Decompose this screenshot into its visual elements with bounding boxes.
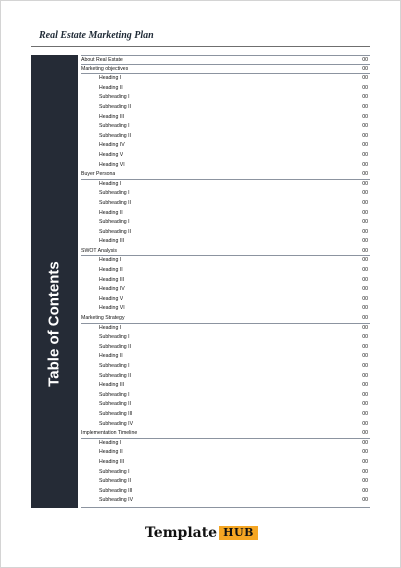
toc-section-row	[81, 170, 370, 180]
toc-entry-label: Subheading I	[99, 391, 130, 398]
toc-page-number: 00	[362, 65, 368, 72]
toc-section-row	[81, 55, 370, 65]
toc-subitem-row	[81, 439, 370, 449]
toc-entry-label: Subheading I	[99, 219, 130, 226]
toc-page-number: 00	[362, 343, 368, 350]
toc-entry-label: Subheading IV	[99, 420, 134, 427]
toc-entry-label: Subheading I	[99, 468, 130, 475]
toc-subitem-row	[81, 362, 370, 372]
logo-badge: HUB	[219, 526, 258, 540]
toc-page-number: 00	[362, 219, 368, 226]
toc-page-number: 00	[362, 487, 368, 494]
toc-heading: Table of Contents	[45, 261, 63, 387]
toc-subitem-row	[81, 333, 370, 343]
toc-entry-label: Subheading II	[99, 103, 132, 110]
toc-subitem-row	[81, 189, 370, 199]
toc-entry-label: Heading V	[99, 151, 124, 158]
toc-subitem-row	[81, 256, 370, 266]
toc-subitem-row	[81, 400, 370, 410]
toc-subitem-row	[81, 199, 370, 209]
toc-subitem-row	[81, 276, 370, 286]
toc-page-number: 00	[362, 267, 368, 274]
toc-page-number: 00	[362, 209, 368, 216]
toc-page-number: 00	[362, 478, 368, 485]
toc-subitem-row	[81, 468, 370, 478]
toc-section-row	[81, 314, 370, 324]
toc-entry-label: Subheading II	[99, 372, 132, 379]
toc-entry-label: Subheading II	[99, 199, 132, 206]
templatehub-logo	[145, 525, 258, 541]
toc-entry-label: Subheading II	[99, 343, 132, 350]
toc-entry-label: Subheading II	[99, 478, 132, 485]
toc-subitem-row	[81, 372, 370, 382]
toc-subitem-row	[81, 237, 370, 247]
toc-entry-label: Heading I	[99, 180, 122, 187]
toc-page-number: 00	[362, 103, 368, 110]
toc-page-number: 00	[362, 161, 368, 168]
toc-subitem-row	[81, 74, 370, 84]
toc-subitem-row	[81, 304, 370, 314]
toc-subitem-row	[81, 84, 370, 94]
toc-entry-label: Subheading I	[99, 94, 130, 101]
toc-subitem-row	[81, 477, 370, 487]
toc-subitem-row	[81, 122, 370, 132]
toc-subitem-row	[81, 93, 370, 103]
toc-entry-label: Subheading I	[99, 190, 130, 197]
toc-entry-label: Implementation Timeline	[81, 430, 138, 437]
toc-entry-label: Heading II	[99, 84, 123, 91]
toc-entry-label: Subheading IV	[99, 497, 134, 504]
toc-subitem-row	[81, 410, 370, 420]
toc-page-number: 00	[362, 75, 368, 82]
toc-page-number: 00	[362, 238, 368, 245]
toc-subitem-row	[81, 209, 370, 219]
toc-subitem-row	[81, 180, 370, 190]
toc-subitem-row	[81, 218, 370, 228]
toc-page-number: 00	[362, 430, 368, 437]
toc-subitem-row	[81, 487, 370, 497]
toc-section-row	[81, 65, 370, 75]
toc-subitem-row	[81, 391, 370, 401]
toc-subitem-row	[81, 161, 370, 171]
toc-subitem-row	[81, 324, 370, 334]
toc-entry-label: Heading III	[99, 238, 125, 245]
toc-subitem-row	[81, 228, 370, 238]
logo-text: Template	[145, 525, 218, 541]
toc-page-number: 00	[362, 123, 368, 130]
toc-entry-label: Heading IV	[99, 286, 125, 293]
toc-page-number: 00	[362, 458, 368, 465]
toc-subitem-row	[81, 420, 370, 430]
toc-entry-label: Heading I	[99, 257, 122, 264]
toc-page-number: 00	[362, 334, 368, 341]
toc-entry-label: Heading II	[99, 209, 123, 216]
toc-page-number: 00	[362, 468, 368, 475]
document-title: Real Estate Marketing Plan	[39, 30, 154, 41]
toc-page-number: 00	[362, 142, 368, 149]
toc-page-number: 00	[362, 449, 368, 456]
toc-subitem-row	[81, 295, 370, 305]
toc-subitem-row	[81, 381, 370, 391]
toc-entry-label: Heading I	[99, 439, 122, 446]
toc-entry-label: Heading VI	[99, 305, 125, 312]
toc-page-number: 00	[362, 286, 368, 293]
toc-page-number: 00	[362, 372, 368, 379]
toc-page-number: 00	[362, 94, 368, 101]
toc-page-number: 00	[362, 353, 368, 360]
toc-entry-label: Heading II	[99, 353, 123, 360]
toc-entry-label: Subheading II	[99, 228, 132, 235]
toc-entry-label: Heading III	[99, 113, 125, 120]
toc-page-number: 00	[362, 84, 368, 91]
toc-page-number: 00	[362, 420, 368, 427]
toc-entry-label: Heading II	[99, 449, 123, 456]
toc-page-number: 00	[362, 382, 368, 389]
toc-subitem-row	[81, 141, 370, 151]
toc-subitem-row	[81, 343, 370, 353]
toc-entry-label: Heading III	[99, 276, 125, 283]
toc-entry-label: Heading V	[99, 295, 124, 302]
toc-subitem-row	[81, 151, 370, 161]
toc-page-number: 00	[362, 315, 368, 322]
toc-page-number: 00	[362, 391, 368, 398]
toc-entry-label: Subheading II	[99, 132, 132, 139]
toc-page-number: 00	[362, 132, 368, 139]
toc-entry-label: Heading II	[99, 267, 123, 274]
toc-entry-label: Heading I	[99, 324, 122, 331]
toc-page-number: 00	[362, 190, 368, 197]
toc-page-number: 00	[362, 401, 368, 408]
toc-page-number: 00	[362, 295, 368, 302]
toc-page-number: 00	[362, 257, 368, 264]
toc-page-number: 00	[362, 151, 368, 158]
toc-bottom-divider	[81, 507, 370, 508]
toc-subitem-row	[81, 266, 370, 276]
toc-subitem-row	[81, 448, 370, 458]
toc-section-row	[81, 429, 370, 439]
toc-page-number: 00	[362, 497, 368, 504]
toc-subitem-row	[81, 352, 370, 362]
toc-subitem-row	[81, 132, 370, 142]
toc-entry-label: Subheading II	[99, 401, 132, 408]
toc-entry-label: About Real Estate	[81, 57, 123, 63]
toc-entry-label: Marketing Strategy	[81, 315, 125, 322]
toc-page-number: 00	[362, 171, 368, 178]
toc-page-number: 00	[362, 180, 368, 187]
toc-entry-label: Subheading III	[99, 487, 133, 494]
toc-subitem-row	[81, 103, 370, 113]
toc-entry-label: Heading I	[99, 75, 122, 82]
toc-subitem-row	[81, 113, 370, 123]
toc-page-number: 00	[362, 410, 368, 417]
toc-list	[81, 55, 370, 506]
toc-page-number: 00	[362, 228, 368, 235]
toc-entry-label: Subheading I	[99, 123, 130, 130]
toc-page-number: 00	[362, 199, 368, 206]
toc-sidebar	[31, 55, 78, 508]
toc-page-number: 00	[362, 305, 368, 312]
toc-subitem-row	[81, 285, 370, 295]
toc-subitem-row	[81, 458, 370, 468]
toc-entry-label: Heading III	[99, 382, 125, 389]
toc-page-number: 00	[362, 324, 368, 331]
toc-entry-label: SWOT Analysis	[81, 247, 117, 254]
toc-page-number: 00	[362, 57, 368, 63]
toc-page-number: 00	[362, 363, 368, 369]
toc-page-number: 00	[362, 276, 368, 283]
toc-page-number: 00	[362, 439, 368, 446]
title-divider	[31, 46, 370, 47]
toc-entry-label: Marketing objectives	[81, 65, 129, 72]
toc-entry-label: Heading VI	[99, 161, 125, 168]
toc-page-number: 00	[362, 247, 368, 254]
toc-entry-label: Buyer Persona	[81, 171, 116, 178]
toc-entry-label: Subheading I	[99, 363, 130, 369]
toc-subitem-row	[81, 496, 370, 506]
toc-entry-label: Subheading III	[99, 410, 133, 417]
toc-section-row	[81, 247, 370, 257]
toc-page-number: 00	[362, 113, 368, 120]
toc-entry-label: Subheading I	[99, 334, 130, 341]
toc-entry-label: Heading III	[99, 458, 125, 465]
toc-entry-label: Heading IV	[99, 142, 125, 149]
